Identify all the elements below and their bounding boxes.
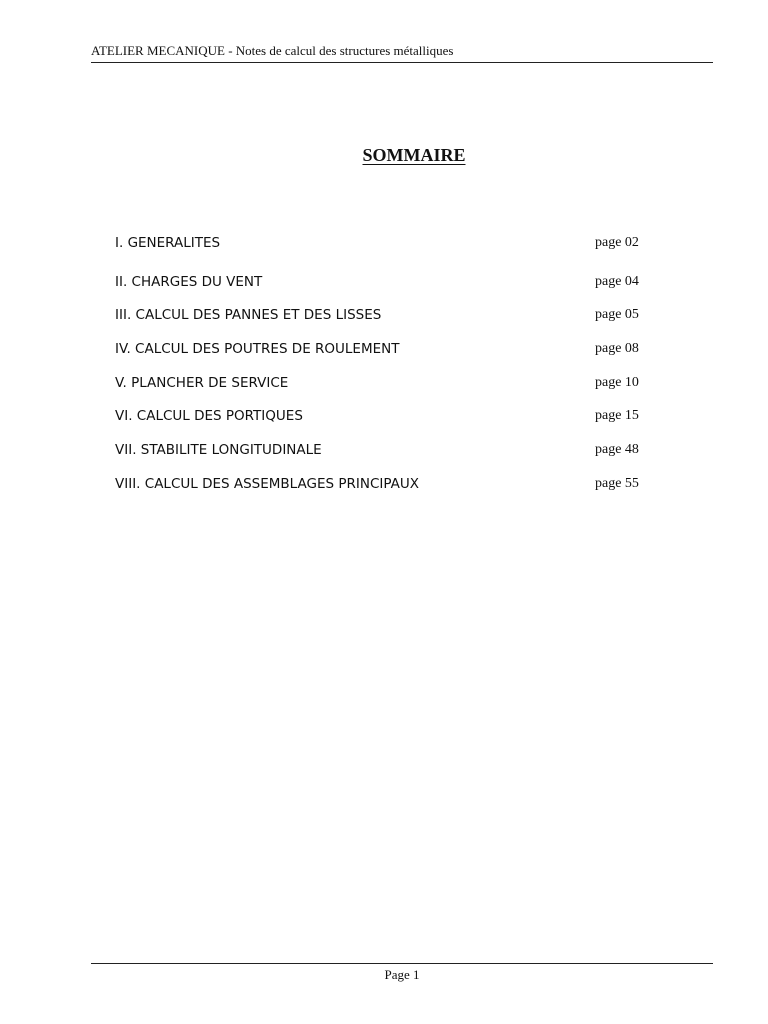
toc-entry-page: page 55 — [595, 476, 639, 491]
toc-entry — [115, 406, 655, 428]
toc-entry-title: V. PLANCHER DE SERVICE — [115, 375, 289, 391]
page-number: Page 1 — [384, 967, 420, 982]
toc-entry-title: VI. CALCUL DES PORTIQUES — [115, 408, 303, 424]
toc-entry-page: page 05 — [595, 307, 639, 322]
toc-entry — [115, 272, 655, 294]
toc-entry-page: page 08 — [595, 341, 639, 356]
page-footer — [91, 963, 713, 988]
header-text: ATELIER MECANIQUE - Notes de calcul des structures métalliques — [91, 43, 454, 58]
toc-entry-title: VIII. CALCUL DES ASSEMBLAGES PRINCIPAUX — [115, 476, 419, 492]
toc-entry-page: page 15 — [595, 408, 639, 423]
toc-entry-page: page 48 — [595, 442, 639, 457]
toc-entry — [115, 305, 655, 327]
toc-entry — [115, 339, 655, 361]
page-header — [91, 42, 713, 63]
page-title: SOMMAIRE — [362, 145, 466, 165]
toc-entry — [115, 233, 655, 255]
toc-entry — [115, 373, 655, 395]
toc-entry-title: II. CHARGES DU VENT — [115, 274, 263, 290]
toc-entry-title: I. GENERALITES — [115, 235, 221, 251]
toc-entry — [115, 440, 655, 462]
toc-entry-page: page 04 — [595, 274, 639, 289]
toc-entry — [115, 474, 655, 496]
toc-entry-title: IV. CALCUL DES POUTRES DE ROULEMENT — [115, 341, 400, 357]
toc-entry-title: III. CALCUL DES PANNES ET DES LISSES — [115, 307, 382, 323]
toc-entry-title: VII. STABILITE LONGITUDINALE — [115, 442, 322, 458]
toc-entry-page: page 02 — [595, 235, 639, 250]
toc-entry-page: page 10 — [595, 375, 639, 390]
